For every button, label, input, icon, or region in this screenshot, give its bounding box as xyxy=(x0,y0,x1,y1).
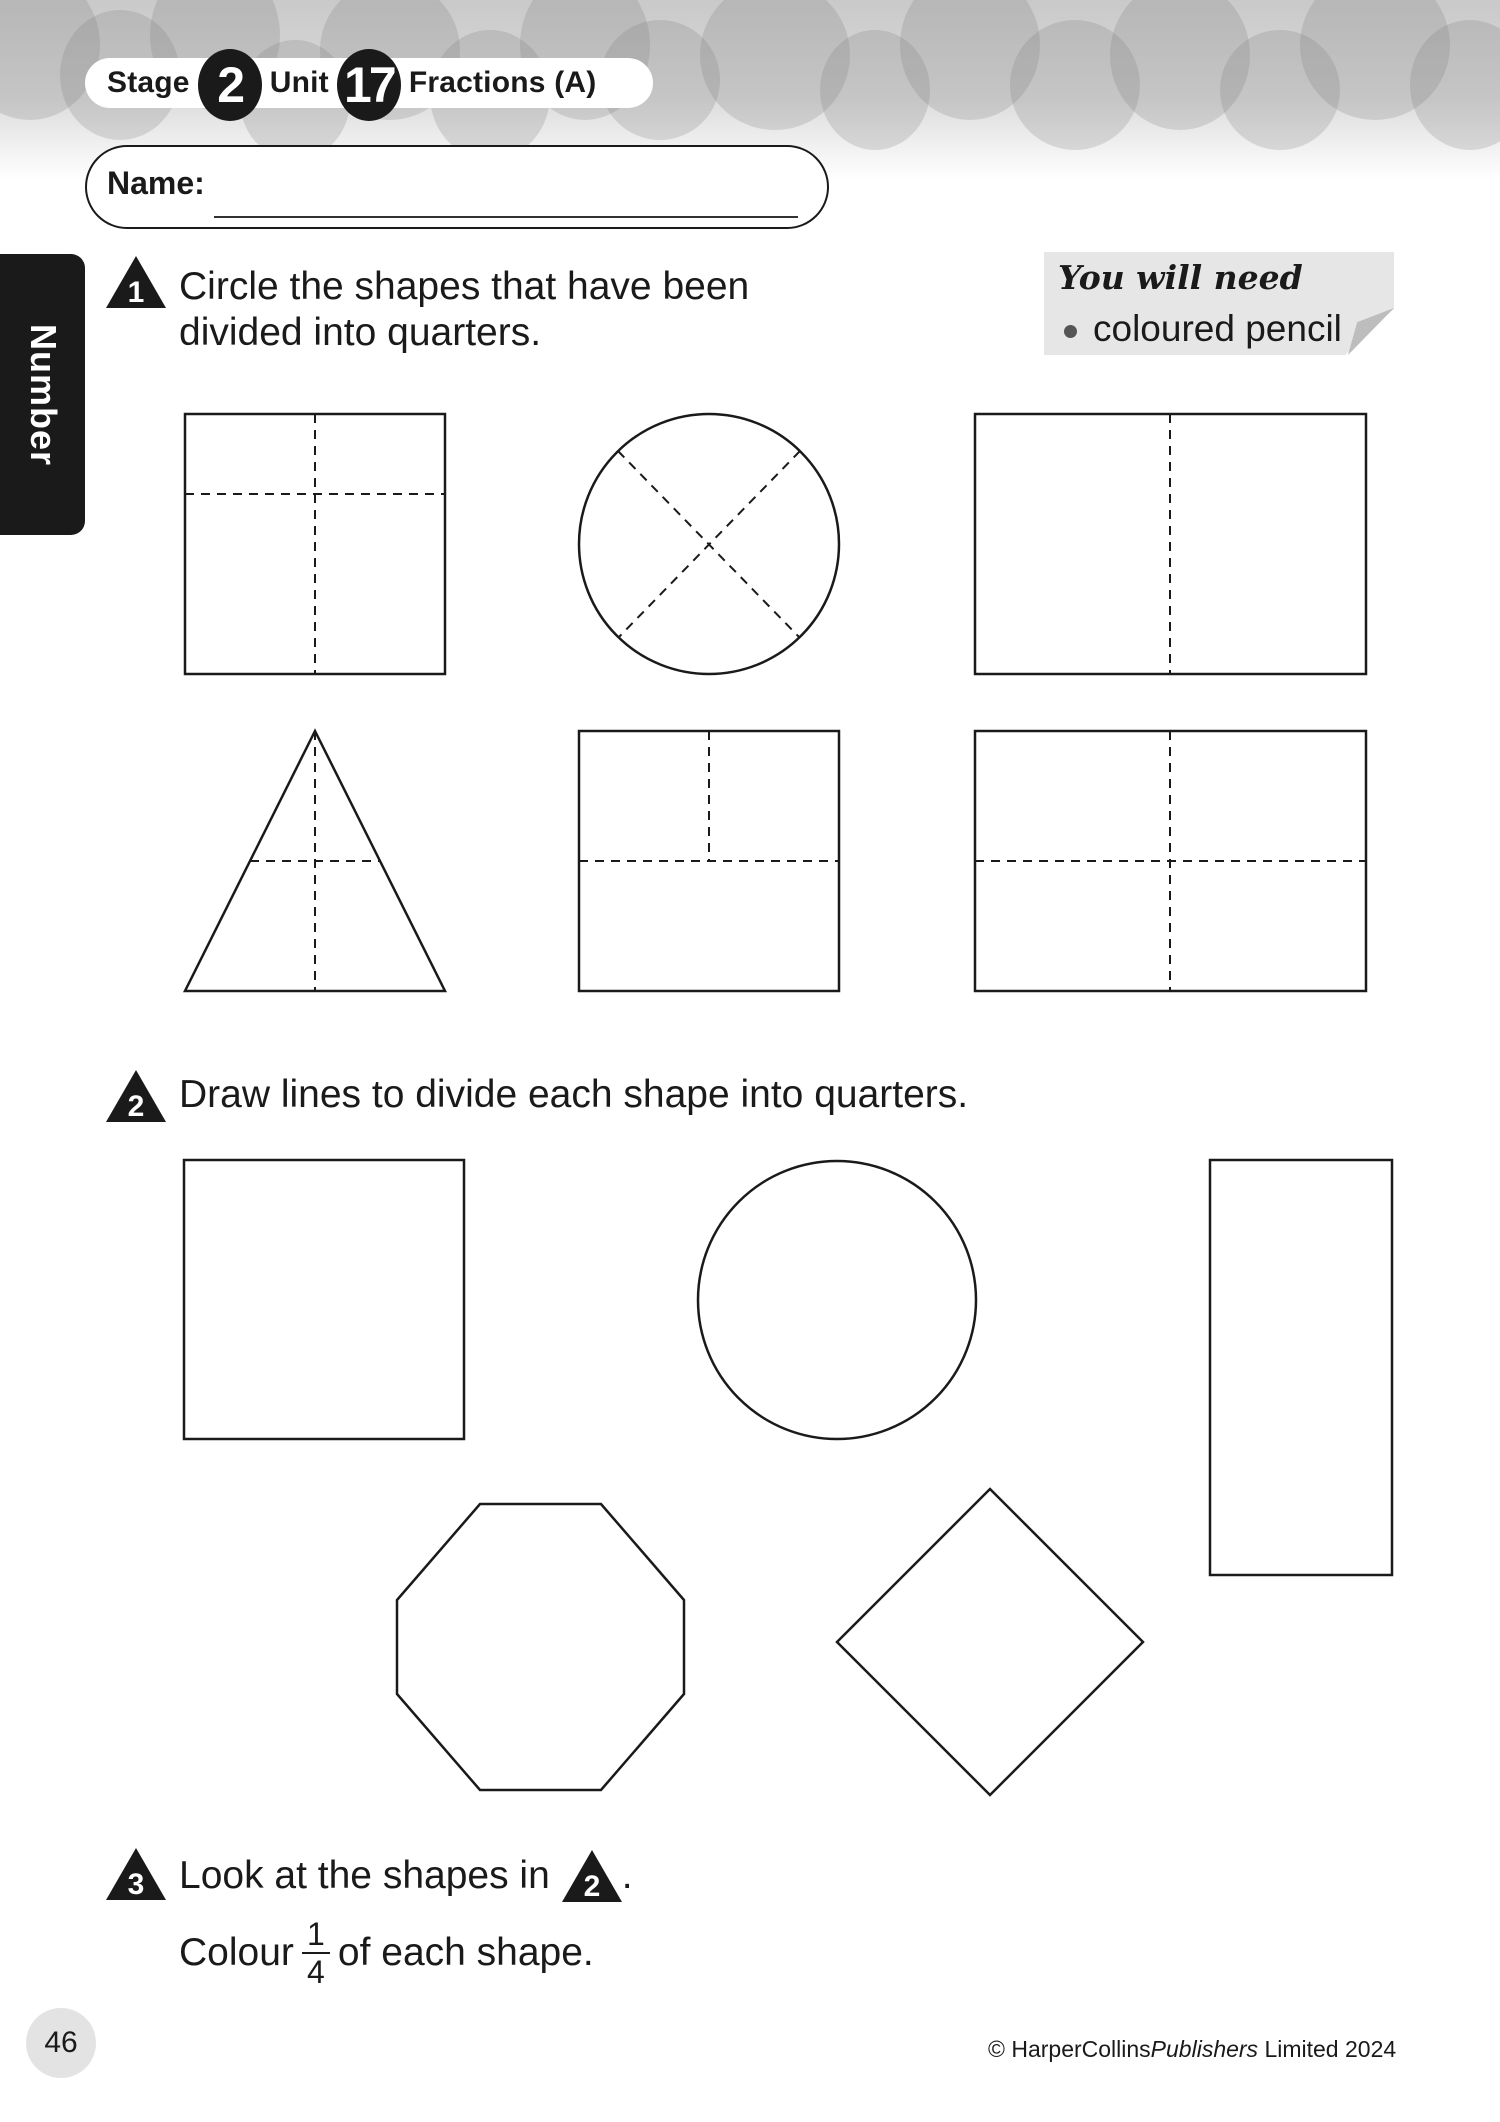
question-3-line-2: Colour $\frac{1}{4}$ of each shape. xyxy=(179,1916,594,1990)
svg-text:3: 3 xyxy=(127,1868,145,1900)
svg-text:1: 1 xyxy=(127,276,145,308)
q1-shape-circle-x[interactable] xyxy=(579,414,839,674)
q1-shape-rectangle-quarters[interactable] xyxy=(975,731,1366,991)
stage-label: Stage xyxy=(107,66,190,99)
unit-number-badge: 17 xyxy=(337,49,401,121)
q1-shape-square-uneven[interactable] xyxy=(185,414,445,674)
page-number: 46 xyxy=(26,2008,96,2078)
q2-shape-diamond[interactable] xyxy=(837,1489,1143,1795)
q1-shape-square-t[interactable] xyxy=(579,731,839,991)
q1-shape-triangle[interactable] xyxy=(185,731,445,991)
q1-shape-rectangle-halves[interactable] xyxy=(975,414,1366,674)
svg-text:2: 2 xyxy=(583,1870,601,1902)
you-will-need-item: coloured pencil xyxy=(1064,308,1342,350)
q2-shape-square[interactable] xyxy=(184,1160,464,1439)
side-tab-label: Number xyxy=(22,323,64,466)
q2-shape-circle[interactable] xyxy=(698,1161,976,1439)
question-2-text: Draw lines to divide each shape into quarters. xyxy=(179,1073,969,1116)
q2-shape-octagon[interactable] xyxy=(397,1504,684,1790)
fraction-one-quarter: $\frac{1}{4}$ xyxy=(302,1918,330,1988)
copyright-notice: © HarperCollinsPublishers Limited 2024 xyxy=(988,2036,1397,2062)
question-1-text: Circle the shapes that have been divided into quarters. xyxy=(179,265,750,354)
question-3-line-1: Look at the shapes in 2 . xyxy=(179,1850,633,1902)
you-will-need-title: You will need xyxy=(1058,258,1303,297)
name-label: Name: xyxy=(107,165,205,201)
question-2-triangle-icon xyxy=(106,1070,166,1122)
svg-text:2: 2 xyxy=(127,1090,145,1122)
question-2-reference-icon xyxy=(562,1850,622,1902)
q2-shape-tall-rectangle[interactable] xyxy=(1210,1160,1392,1575)
question-3-triangle-icon xyxy=(106,1848,166,1900)
unit-label: Unit xyxy=(269,66,329,99)
unit-title: Fractions (A) xyxy=(408,66,597,99)
stage-number-badge: 2 xyxy=(198,49,262,121)
